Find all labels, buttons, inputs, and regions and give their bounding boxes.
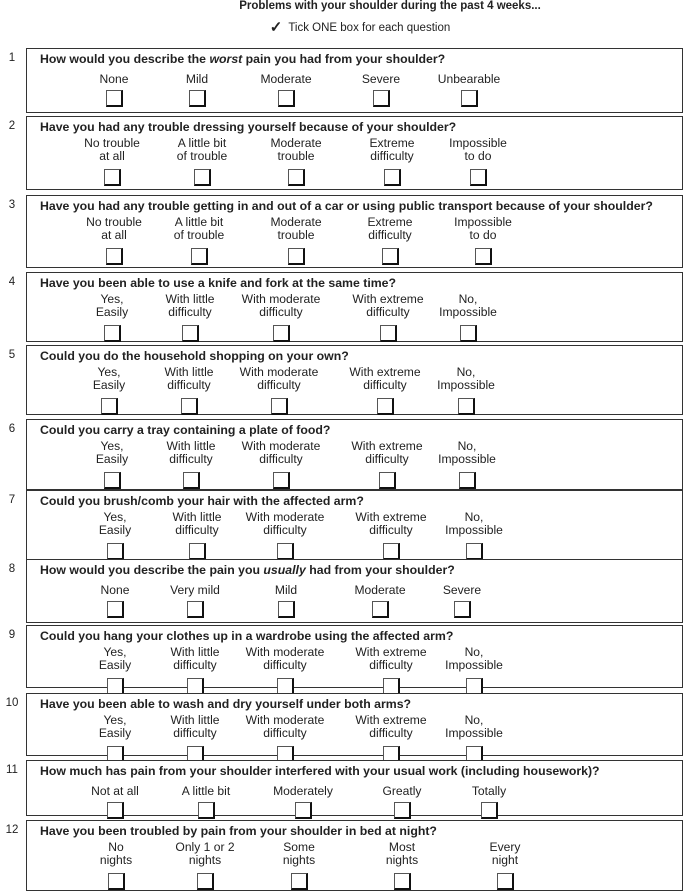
option-label: With extreme difficulty xyxy=(352,292,424,319)
option-label: A little bit of trouble xyxy=(176,136,228,163)
option-label: Greatly xyxy=(382,784,422,798)
option-checkbox[interactable] xyxy=(271,398,288,415)
option-label: Yes, Easily xyxy=(98,510,132,537)
option-label: No, Impossible xyxy=(445,713,503,740)
option-label: Moderate trouble xyxy=(270,215,322,242)
question-6 xyxy=(26,419,683,490)
option-label: Extreme difficulty xyxy=(367,215,413,242)
option-label: With extreme difficulty xyxy=(355,713,427,740)
question-text xyxy=(40,199,653,213)
option-label: With extreme difficulty xyxy=(351,439,423,466)
option-label: No, Impossible xyxy=(445,510,503,537)
question-number: 3 xyxy=(8,199,16,211)
option-checkbox[interactable] xyxy=(198,802,215,819)
option-checkbox[interactable] xyxy=(107,802,124,819)
option-checkbox[interactable] xyxy=(273,472,290,489)
question-number: 2 xyxy=(8,120,16,132)
question-text xyxy=(40,629,453,643)
option-label: No, Impossible xyxy=(445,645,503,672)
option-checkbox[interactable] xyxy=(459,472,476,489)
question-number: 4 xyxy=(8,276,16,288)
question-number: 8 xyxy=(8,563,16,575)
option-checkbox[interactable] xyxy=(466,543,483,560)
question-number: 9 xyxy=(8,629,16,641)
question-number: 1 xyxy=(8,52,16,64)
option-label: No trouble at all xyxy=(86,215,142,242)
option-label: With little difficulty xyxy=(164,365,214,392)
option-label: With little difficulty xyxy=(165,292,215,319)
option-label: Extreme difficulty xyxy=(369,136,415,163)
option-label: With little difficulty xyxy=(172,510,222,537)
option-checkbox[interactable] xyxy=(197,873,214,890)
question-text-emphasis: usually xyxy=(263,563,306,577)
option-label: With moderate difficulty xyxy=(239,365,319,392)
option-checkbox[interactable] xyxy=(454,601,471,618)
option-checkbox[interactable] xyxy=(183,472,200,489)
question-7 xyxy=(26,490,683,561)
option-label: Very mild xyxy=(170,583,220,597)
question-number: 12 xyxy=(5,824,19,836)
option-label: Mild xyxy=(274,583,298,597)
option-checkbox[interactable] xyxy=(383,543,400,560)
question-1 xyxy=(26,48,683,113)
option-label: Moderate xyxy=(260,72,312,86)
question-5 xyxy=(26,345,683,415)
question-12 xyxy=(26,820,683,891)
option-checkbox[interactable] xyxy=(194,169,211,186)
option-label: With moderate difficulty xyxy=(245,645,325,672)
option-checkbox[interactable] xyxy=(394,802,411,819)
option-checkbox[interactable] xyxy=(107,601,124,618)
option-checkbox[interactable] xyxy=(189,90,206,107)
option-label: Yes, Easily xyxy=(92,365,126,392)
option-checkbox[interactable] xyxy=(377,398,394,415)
option-label: Yes, Easily xyxy=(95,439,129,466)
question-text-part: Have you been able to use a knife and fork at the same time? xyxy=(40,276,397,290)
option-checkbox[interactable] xyxy=(295,802,312,819)
option-checkbox[interactable] xyxy=(461,90,478,107)
question-text-part: How would you describe the xyxy=(40,52,210,66)
option-label: Impossible to do xyxy=(449,136,507,163)
option-label: None xyxy=(100,583,130,597)
option-label: With moderate difficulty xyxy=(245,510,325,537)
question-text xyxy=(40,824,437,838)
question-2 xyxy=(26,116,683,190)
question-text-part: Have you had any trouble dressing yourself because of your shoulder? xyxy=(40,120,457,134)
question-text-part: Could you do the household shopping on your own? xyxy=(40,349,349,363)
question-text xyxy=(40,423,330,437)
option-checkbox[interactable] xyxy=(104,169,121,186)
option-checkbox[interactable] xyxy=(288,248,305,265)
question-text xyxy=(40,276,396,290)
option-checkbox[interactable] xyxy=(458,398,475,415)
option-checkbox[interactable] xyxy=(382,248,399,265)
question-text-part: Have you had any trouble getting in and out of a car or using public transport because of your shoulder? xyxy=(40,199,653,213)
option-label: No, Impossible xyxy=(437,365,495,392)
option-label: With extreme difficulty xyxy=(355,645,427,672)
option-label: Yes, Easily xyxy=(98,645,132,672)
question-number: 6 xyxy=(8,423,16,435)
question-text-part: Have you been able to wash and dry yourself under both arms? xyxy=(40,697,412,711)
option-label: Severe xyxy=(442,583,482,597)
option-label: Yes, Easily xyxy=(98,713,132,740)
option-checkbox[interactable] xyxy=(470,169,487,186)
option-checkbox[interactable] xyxy=(380,325,397,342)
question-text xyxy=(40,563,455,577)
option-label: Every night xyxy=(489,840,521,867)
option-checkbox[interactable] xyxy=(373,90,390,107)
option-label: With little difficulty xyxy=(170,645,220,672)
question-text xyxy=(40,494,364,508)
option-label: Not at all xyxy=(91,784,139,798)
option-label: Mild xyxy=(185,72,209,86)
question-text-emphasis: worst xyxy=(209,52,243,66)
option-checkbox[interactable] xyxy=(191,248,208,265)
option-label: Unbearable xyxy=(437,72,501,86)
question-10 xyxy=(26,693,683,756)
option-label: A little bit xyxy=(181,784,231,798)
question-9 xyxy=(26,625,683,688)
question-text xyxy=(40,120,456,134)
option-label: Impossible to do xyxy=(454,215,512,242)
option-label: With little difficulty xyxy=(166,439,216,466)
question-text xyxy=(40,52,445,66)
option-checkbox[interactable] xyxy=(273,325,290,342)
option-checkbox[interactable] xyxy=(277,543,294,560)
option-checkbox[interactable] xyxy=(288,169,305,186)
option-checkbox[interactable] xyxy=(460,325,477,342)
question-number: 10 xyxy=(5,697,19,709)
option-checkbox[interactable] xyxy=(278,601,295,618)
checkmark-icon: ✓ xyxy=(269,19,283,36)
question-11 xyxy=(26,760,683,816)
option-checkbox[interactable] xyxy=(106,248,123,265)
question-3 xyxy=(26,195,683,268)
question-4 xyxy=(26,272,683,342)
option-label: No, Impossible xyxy=(438,439,496,466)
question-text xyxy=(40,697,411,711)
option-checkbox[interactable] xyxy=(187,601,204,618)
form-instruction xyxy=(0,17,685,35)
option-checkbox[interactable] xyxy=(291,873,308,890)
question-text-part: Could you carry a tray containing a plate of food? xyxy=(40,423,331,437)
option-label: A little bit of trouble xyxy=(173,215,225,242)
option-label: Most nights xyxy=(385,840,419,867)
option-label: None xyxy=(99,72,129,86)
question-text xyxy=(40,349,349,363)
question-text-part: How much has pain from your shoulder interfered with your usual work (including housework)? xyxy=(40,764,600,778)
option-label: Totally xyxy=(471,784,507,798)
question-number: 5 xyxy=(8,349,16,361)
question-text xyxy=(40,764,600,778)
option-checkbox[interactable] xyxy=(108,873,125,890)
option-checkbox[interactable] xyxy=(181,398,198,415)
option-checkbox[interactable] xyxy=(278,90,295,107)
option-checkbox[interactable] xyxy=(104,472,121,489)
form-title: Problems with your shoulder during the past 4 weeks... xyxy=(239,0,541,12)
option-label: With extreme difficulty xyxy=(349,365,421,392)
option-label: Some nights xyxy=(282,840,316,867)
option-label: Only 1 or 2 nights xyxy=(175,840,235,867)
option-label: No nights xyxy=(99,840,133,867)
question-8 xyxy=(26,559,683,623)
question-number: 11 xyxy=(6,764,18,776)
option-checkbox[interactable] xyxy=(497,873,514,890)
option-checkbox[interactable] xyxy=(394,873,411,890)
option-label: With moderate difficulty xyxy=(241,439,321,466)
option-label: With extreme difficulty xyxy=(355,510,427,537)
option-checkbox[interactable] xyxy=(182,325,199,342)
option-checkbox[interactable] xyxy=(475,248,492,265)
option-label: No, Impossible xyxy=(439,292,497,319)
instruction-text: Tick ONE box for each question xyxy=(288,22,451,34)
option-label: Moderate xyxy=(354,583,406,597)
option-label: Severe xyxy=(361,72,401,86)
option-label: No trouble at all xyxy=(84,136,140,163)
question-text-part: Could you brush/comb your hair with the affected arm? xyxy=(40,494,364,508)
option-label: With little difficulty xyxy=(170,713,220,740)
question-text-part: had from your shoulder? xyxy=(305,563,455,577)
option-label: Moderately xyxy=(273,784,333,798)
option-label: With moderate difficulty xyxy=(245,713,325,740)
option-checkbox[interactable] xyxy=(107,543,124,560)
option-label: Yes, Easily xyxy=(95,292,129,319)
question-text-part: Could you hang your clothes up in a wardrobe using the affected arm? xyxy=(40,629,454,643)
option-checkbox[interactable] xyxy=(104,325,121,342)
question-text-part: How would you describe the pain you xyxy=(40,563,264,577)
question-text-part: Have you been troubled by pain from your shoulder in bed at night? xyxy=(40,824,437,838)
question-text-part: pain you had from your shoulder? xyxy=(242,52,446,66)
option-checkbox[interactable] xyxy=(189,543,206,560)
option-checkbox[interactable] xyxy=(379,472,396,489)
option-checkbox[interactable] xyxy=(481,802,498,819)
option-checkbox[interactable] xyxy=(372,601,389,618)
option-label: Moderate trouble xyxy=(270,136,322,163)
option-checkbox[interactable] xyxy=(106,90,123,107)
option-checkbox[interactable] xyxy=(384,169,401,186)
option-checkbox[interactable] xyxy=(101,398,118,415)
option-label: With moderate difficulty xyxy=(241,292,321,319)
question-number: 7 xyxy=(8,494,16,506)
